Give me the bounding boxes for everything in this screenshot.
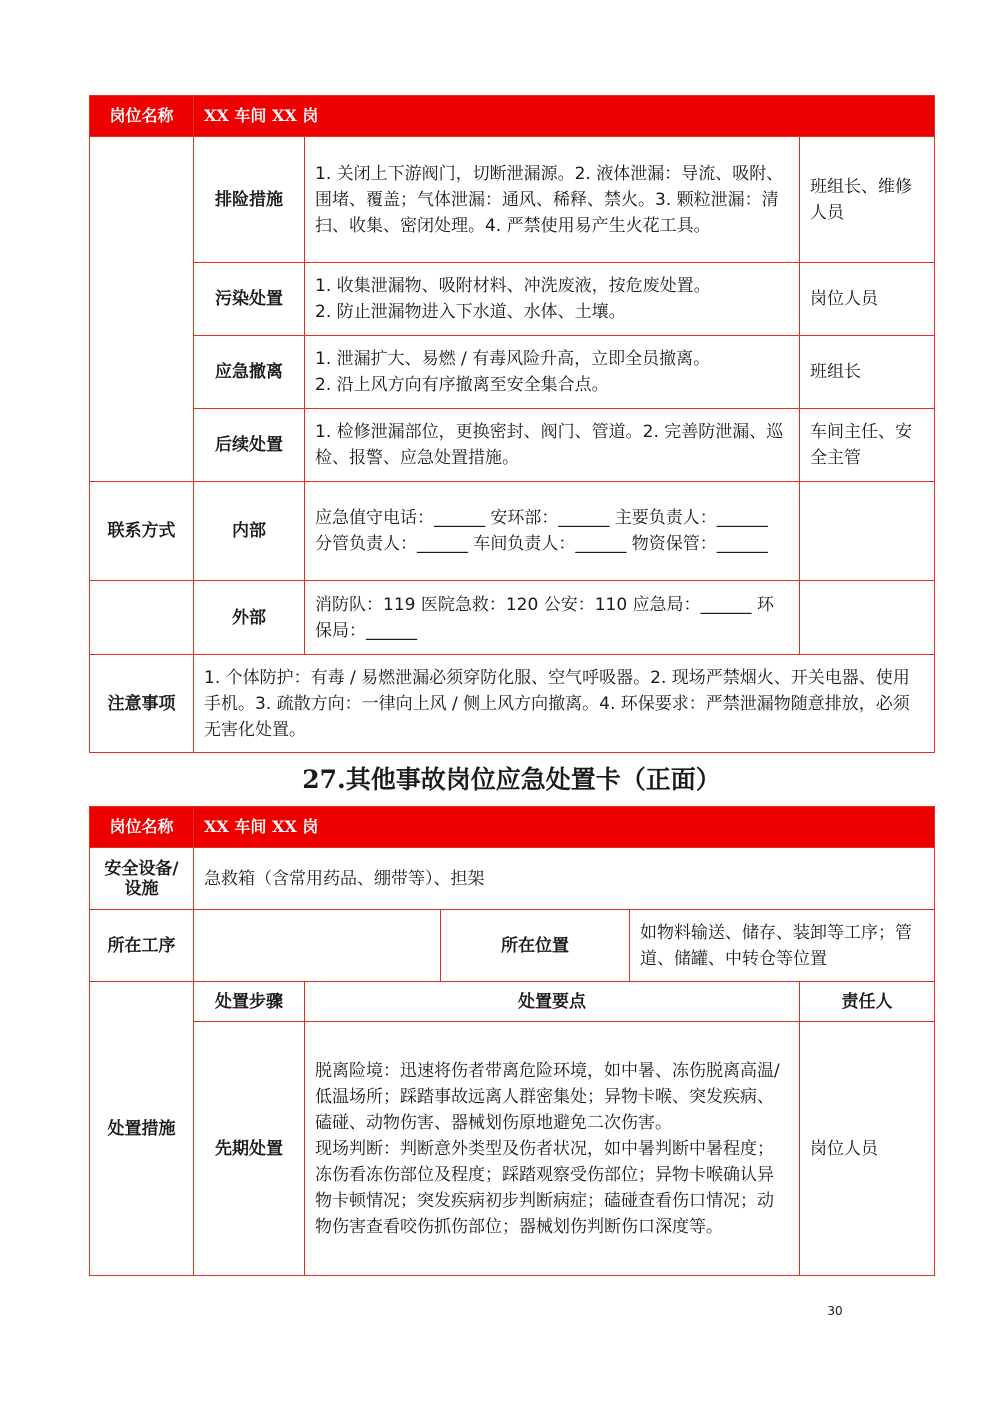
step-row — [90, 409, 935, 482]
content-line: 2. 沿上风方向有序撤离至安全集合点。 — [315, 375, 609, 395]
col-step-header: 处置步骤 — [194, 982, 305, 1022]
step-name: 应急撤离 — [194, 336, 305, 409]
step-content: 1. 检修泄漏部位，更换密封、阀门、管道。2. 完善防泄漏、巡检、报警、应急处置措施。 — [305, 409, 800, 482]
step-name: 污染处置 — [194, 263, 305, 336]
external-label: 外部 — [194, 581, 305, 655]
contact-internal-row — [90, 482, 935, 581]
step-owner: 车间主任、安全主管 — [800, 409, 935, 482]
equipment-value: 急救箱（含常用药品、绷带等）、担架 — [194, 848, 935, 910]
process-label: 所在工序 — [90, 910, 194, 982]
post-name-label: 岗位名称 — [90, 807, 194, 848]
measures-merged-cell — [90, 137, 194, 482]
col-points-header: 处置要点 — [305, 982, 800, 1022]
step-row — [90, 263, 935, 336]
step-owner: 班组长 — [800, 336, 935, 409]
equipment-label: 安全设备/设施 — [90, 848, 194, 910]
empty-cell — [800, 581, 935, 655]
step-owner: 岗位人员 — [800, 263, 935, 336]
empty-cell — [800, 482, 935, 581]
step-row — [90, 336, 935, 409]
process-value — [194, 910, 441, 982]
post-name-value: XX 车间 XX 岗 — [194, 96, 935, 137]
measures-header-row — [90, 982, 935, 1022]
step-row — [90, 137, 935, 263]
process-location-row — [90, 910, 935, 982]
content-line: 1. 收集泄漏物、吸附材料、冲洗废液，按危废处置。 — [315, 276, 711, 296]
location-label: 所在位置 — [441, 910, 630, 982]
step-name: 后续处置 — [194, 409, 305, 482]
external-contacts: 消防队：119 医院急救：120 公安：110 应急局：______ 环保局：______ — [305, 581, 800, 655]
section-heading: 27.其他事故岗位应急处置卡（正面） — [302, 765, 721, 794]
contact-external-row — [90, 581, 935, 655]
post-name-row — [90, 807, 935, 848]
location-value: 如物料输送、储存、装卸等工序；管道、储罐、中转仓等位置 — [630, 910, 935, 982]
step-content — [305, 1022, 800, 1276]
content-line: 2. 防止泄漏物进入下水道、水体、土壤。 — [315, 302, 626, 322]
leak-card — [89, 95, 934, 753]
step-paragraph: 现场判断：判断意外类型及伤者状况，如中暑判断中暑程度；冻伤看冻伤部位及程度；踩踏观察受伤部位；异物卡喉确认异物卡顿情况；突发疾病初步判断病症；磕碰查看伤口情况；动物伤害查看咬伤抓伤部位；器械划伤判断伤口深度等。 — [315, 1138, 774, 1237]
content-line: 1. 泄漏扩大、易燃 / 有毒风险升高，立即全员撤离。 — [315, 349, 711, 369]
step-content — [305, 263, 800, 336]
internal-label: 内部 — [194, 482, 305, 581]
notes-text: 1. 个体防护：有毒 / 易燃泄漏必须穿防化服、空气呼吸器。2. 现场严禁烟火、开关电器、使用手机。3. 疏散方向：一律向上风 / 侧上风方向撤离。4. 环保要求：严禁泄漏物随意排放，必须无害化处置。 — [194, 655, 935, 753]
page-number: 30 — [827, 1304, 843, 1318]
step-name: 先期处置 — [194, 1022, 305, 1276]
equipment-row — [90, 848, 935, 910]
step-name: 排险措施 — [194, 137, 305, 263]
empty-cell — [90, 581, 194, 655]
leak-card-table — [89, 95, 935, 753]
contact-label: 联系方式 — [90, 482, 194, 581]
post-name-value: XX 车间 XX 岗 — [194, 807, 935, 848]
step-content — [305, 336, 800, 409]
internal-contacts: 应急值守电话：______ 安环部：______ 主要负责人：______ 分管负责人：______ 车间负责人：______ 物资保管：______ — [305, 482, 800, 581]
other-accident-card — [89, 806, 934, 1276]
measures-label: 处置措施 — [90, 982, 194, 1276]
step-content: 1. 关闭上下游阀门，切断泄漏源。2. 液体泄漏：导流、吸附、围堵、覆盖；气体泄漏：通风、稀释、禁火。3. 颗粒泄漏：清扫、收集、密闭处理。4. 严禁使用易产生火花工具。 — [305, 137, 800, 263]
post-name-row — [90, 96, 935, 137]
notes-row — [90, 655, 935, 753]
notes-label: 注意事项 — [90, 655, 194, 753]
step-paragraph: 脱离险境：迅速将伤者带离危险环境，如中暑、冻伤脱离高温/低温场所；踩踏事故远离人群密集处；异物卡喉、突发疾病、磕碰、动物伤害、器械划伤原地避免二次伤害。 — [315, 1060, 780, 1133]
step-owner: 岗位人员 — [800, 1022, 935, 1276]
step-owner: 班组长、维修人员 — [800, 137, 935, 263]
step-row — [90, 1022, 935, 1276]
other-accident-table — [89, 806, 935, 1276]
col-owner-header: 责任人 — [800, 982, 935, 1022]
post-name-label: 岗位名称 — [90, 96, 194, 137]
